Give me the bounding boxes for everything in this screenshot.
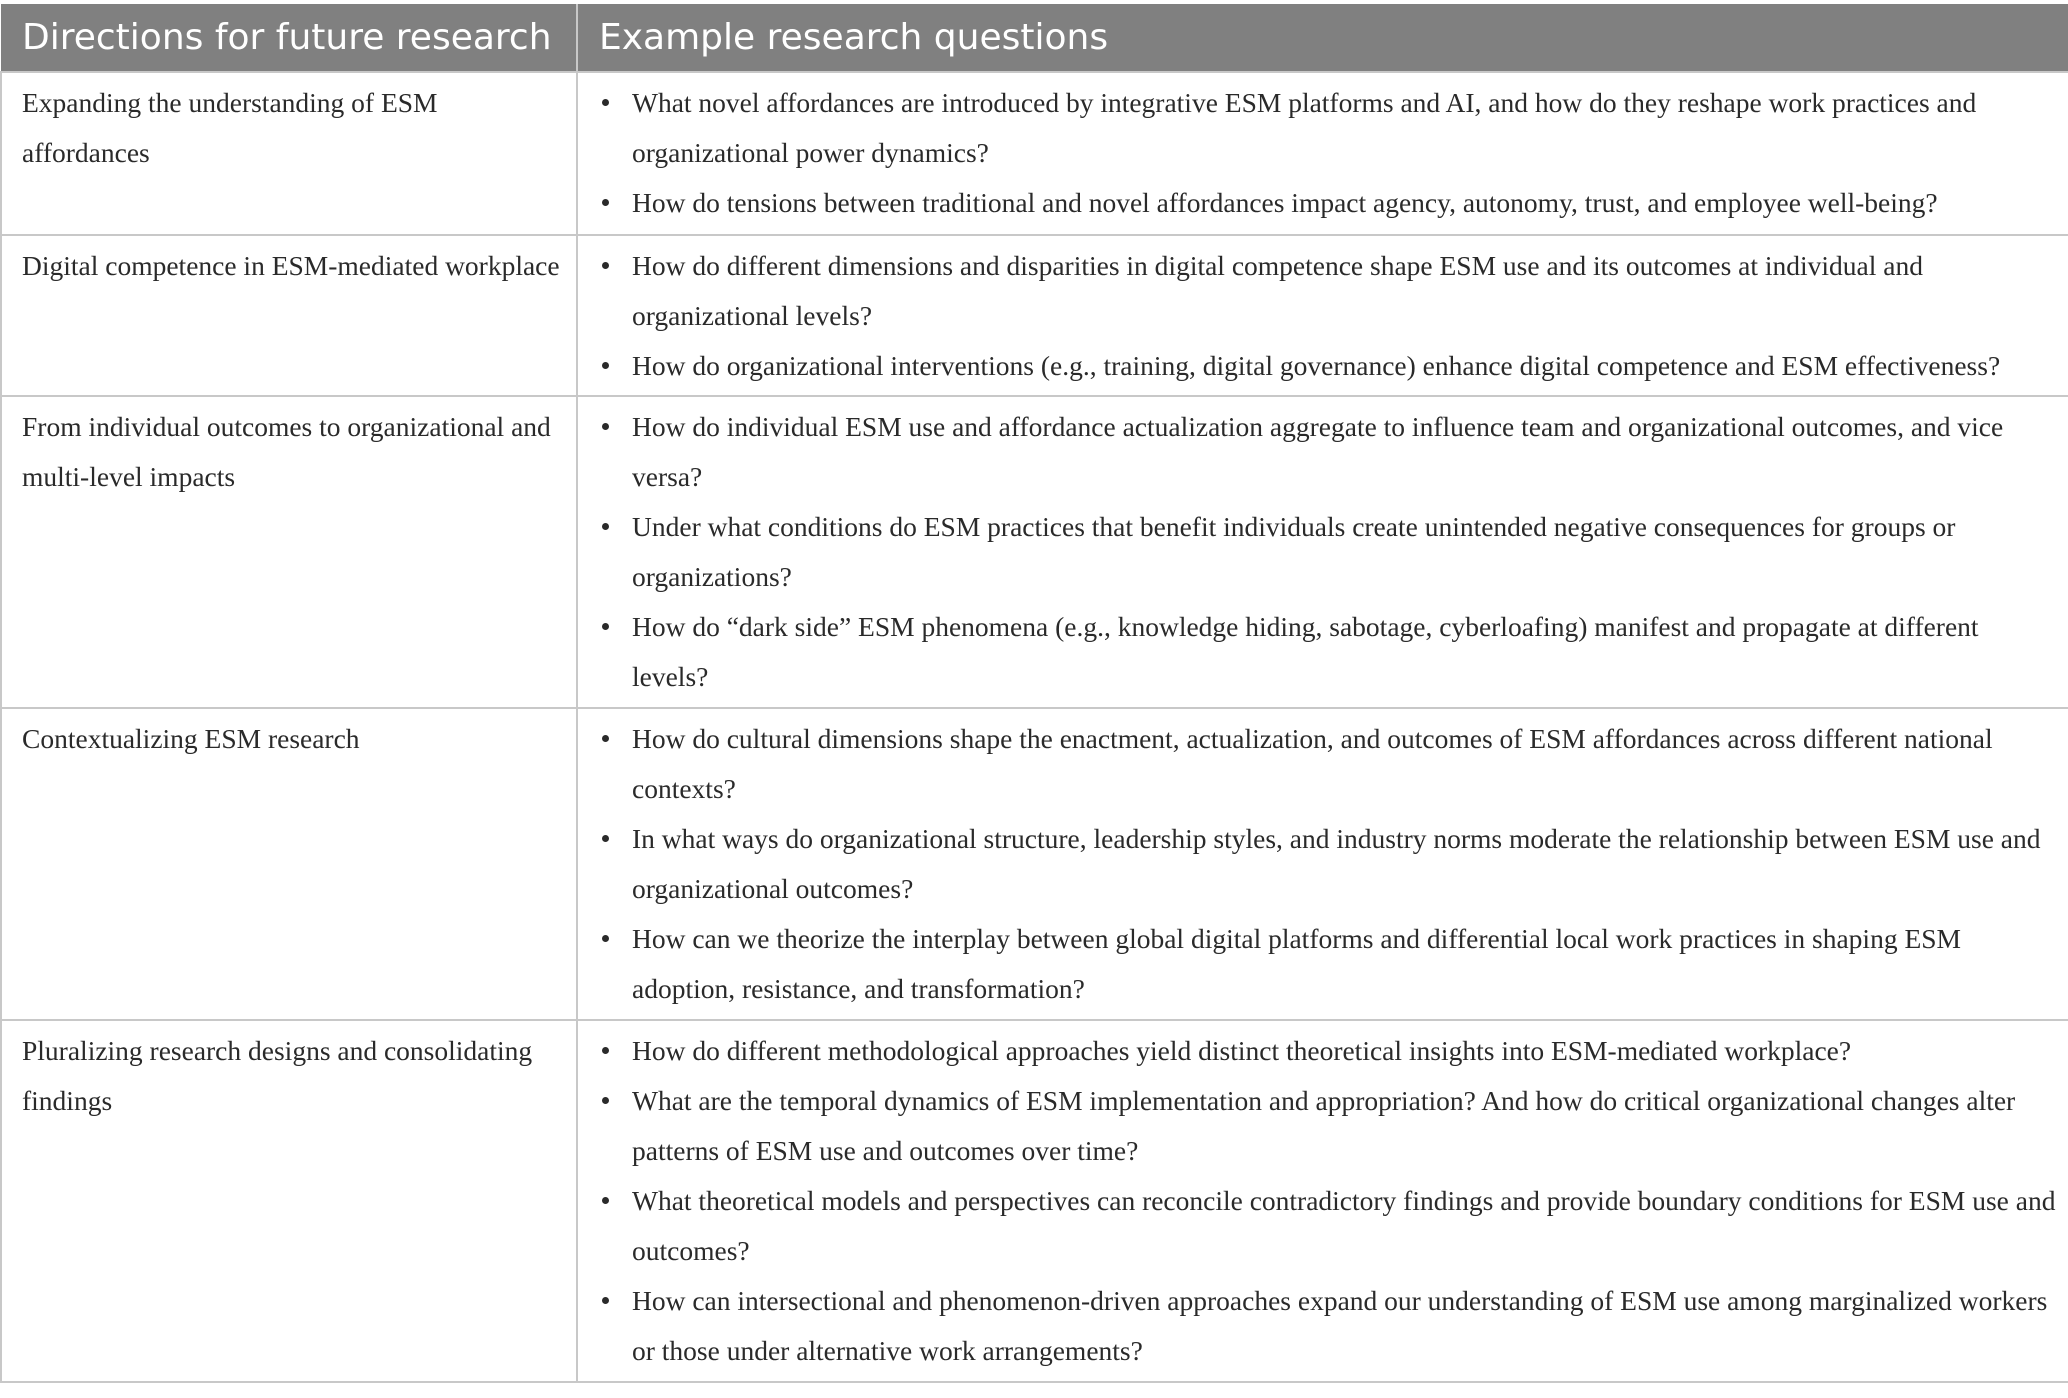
bullet-icon (602, 262, 609, 269)
question-list (578, 402, 2058, 702)
table-row (1, 235, 2068, 396)
header-questions: Example research questions (577, 4, 2068, 72)
table-row (1, 72, 2068, 235)
question-item (578, 502, 2058, 602)
bullet-icon (602, 623, 609, 630)
bullet-icon (602, 1097, 609, 1104)
research-directions-table (0, 4, 2068, 1383)
question-item (578, 714, 2058, 814)
question-text: In what ways do organizational structure, leadership styles, and industry norms moderate the relationship between ESM use and organizational outcomes? (632, 823, 2041, 904)
question-item (578, 1076, 2058, 1176)
question-list (578, 714, 2058, 1014)
question-text: How do different dimensions and disparities in digital competence shape ESM use and its outcomes at individual and organizational levels? (632, 250, 1923, 331)
question-text: How do “dark side” ESM phenomena (e.g., knowledge hiding, sabotage, cyberloafing) manifest and propagate at different levels? (632, 611, 1979, 692)
table-body (1, 72, 2068, 1382)
question-text: How do tensions between traditional and novel affordances impact agency, autonomy, trust, and employee well-being? (632, 187, 1938, 218)
question-item (578, 178, 2058, 228)
question-text: How do organizational interventions (e.g., training, digital governance) enhance digital competence and ESM effectiveness? (632, 350, 2001, 381)
bullet-icon (602, 1197, 609, 1204)
question-item (578, 402, 2058, 502)
questions-cell (577, 708, 2068, 1020)
bullet-icon (602, 935, 609, 942)
table-row (1, 396, 2068, 708)
question-text: How do different methodological approaches yield distinct theoretical insights into ESM-mediated workplace? (632, 1035, 1852, 1066)
question-text: What novel affordances are introduced by integrative ESM platforms and AI, and how do they reshape work practices and organizational power dynamics? (632, 87, 1977, 168)
questions-cell (577, 396, 2068, 708)
question-text: How can intersectional and phenomenon-driven approaches expand our understanding of ESM use among marginalized workers or those under alternative work arrangements? (632, 1285, 2048, 1366)
direction-cell: Pluralizing research designs and consolidating findings (1, 1020, 577, 1382)
questions-cell (577, 235, 2068, 396)
bullet-icon (602, 735, 609, 742)
questions-cell (577, 72, 2068, 235)
question-list (578, 1026, 2058, 1376)
question-text: Under what conditions do ESM practices that benefit individuals create unintended negative consequences for groups or organizations? (632, 511, 1956, 592)
direction-cell: From individual outcomes to organizational and multi-level impacts (1, 396, 577, 708)
question-item (578, 814, 2058, 914)
question-list (578, 78, 2058, 228)
question-list (578, 241, 2058, 391)
bullet-icon (602, 523, 609, 530)
questions-cell (577, 1020, 2068, 1382)
question-item (578, 1026, 2058, 1076)
table-header (1, 4, 2068, 72)
direction-cell: Digital competence in ESM-mediated workplace (1, 235, 577, 396)
bullet-icon (602, 1047, 609, 1054)
question-text: How can we theorize the interplay between global digital platforms and differential local work practices in shaping ESM adoption, resistance, and transformation? (632, 923, 1961, 1004)
header-directions: Directions for future research (1, 4, 577, 72)
direction-cell: Expanding the understanding of ESM affordances (1, 72, 577, 235)
header-row (1, 4, 2068, 72)
question-item (578, 1276, 2058, 1376)
bullet-icon (602, 1297, 609, 1304)
question-item (578, 914, 2058, 1014)
direction-cell: Contextualizing ESM research (1, 708, 577, 1020)
question-item (578, 78, 2058, 178)
table-row (1, 708, 2068, 1020)
question-item (578, 602, 2058, 702)
question-item (578, 241, 2058, 341)
bullet-icon (602, 199, 609, 206)
question-item (578, 1176, 2058, 1276)
bullet-icon (602, 362, 609, 369)
question-text: How do cultural dimensions shape the enactment, actualization, and outcomes of ESM affordances across different national contexts? (632, 723, 1993, 804)
bullet-icon (602, 423, 609, 430)
question-text: What are the temporal dynamics of ESM implementation and appropriation? And how do critical organizational changes alter patterns of ESM use and outcomes over time? (632, 1085, 2016, 1166)
bullet-icon (602, 835, 609, 842)
question-text: How do individual ESM use and affordance actualization aggregate to influence team and organizational outcomes, and vice versa? (632, 411, 2004, 492)
table-row (1, 1020, 2068, 1382)
bullet-icon (602, 99, 609, 106)
question-text: What theoretical models and perspectives can reconcile contradictory findings and provide boundary conditions for ESM use and outcomes? (632, 1185, 2056, 1266)
question-item (578, 341, 2058, 391)
